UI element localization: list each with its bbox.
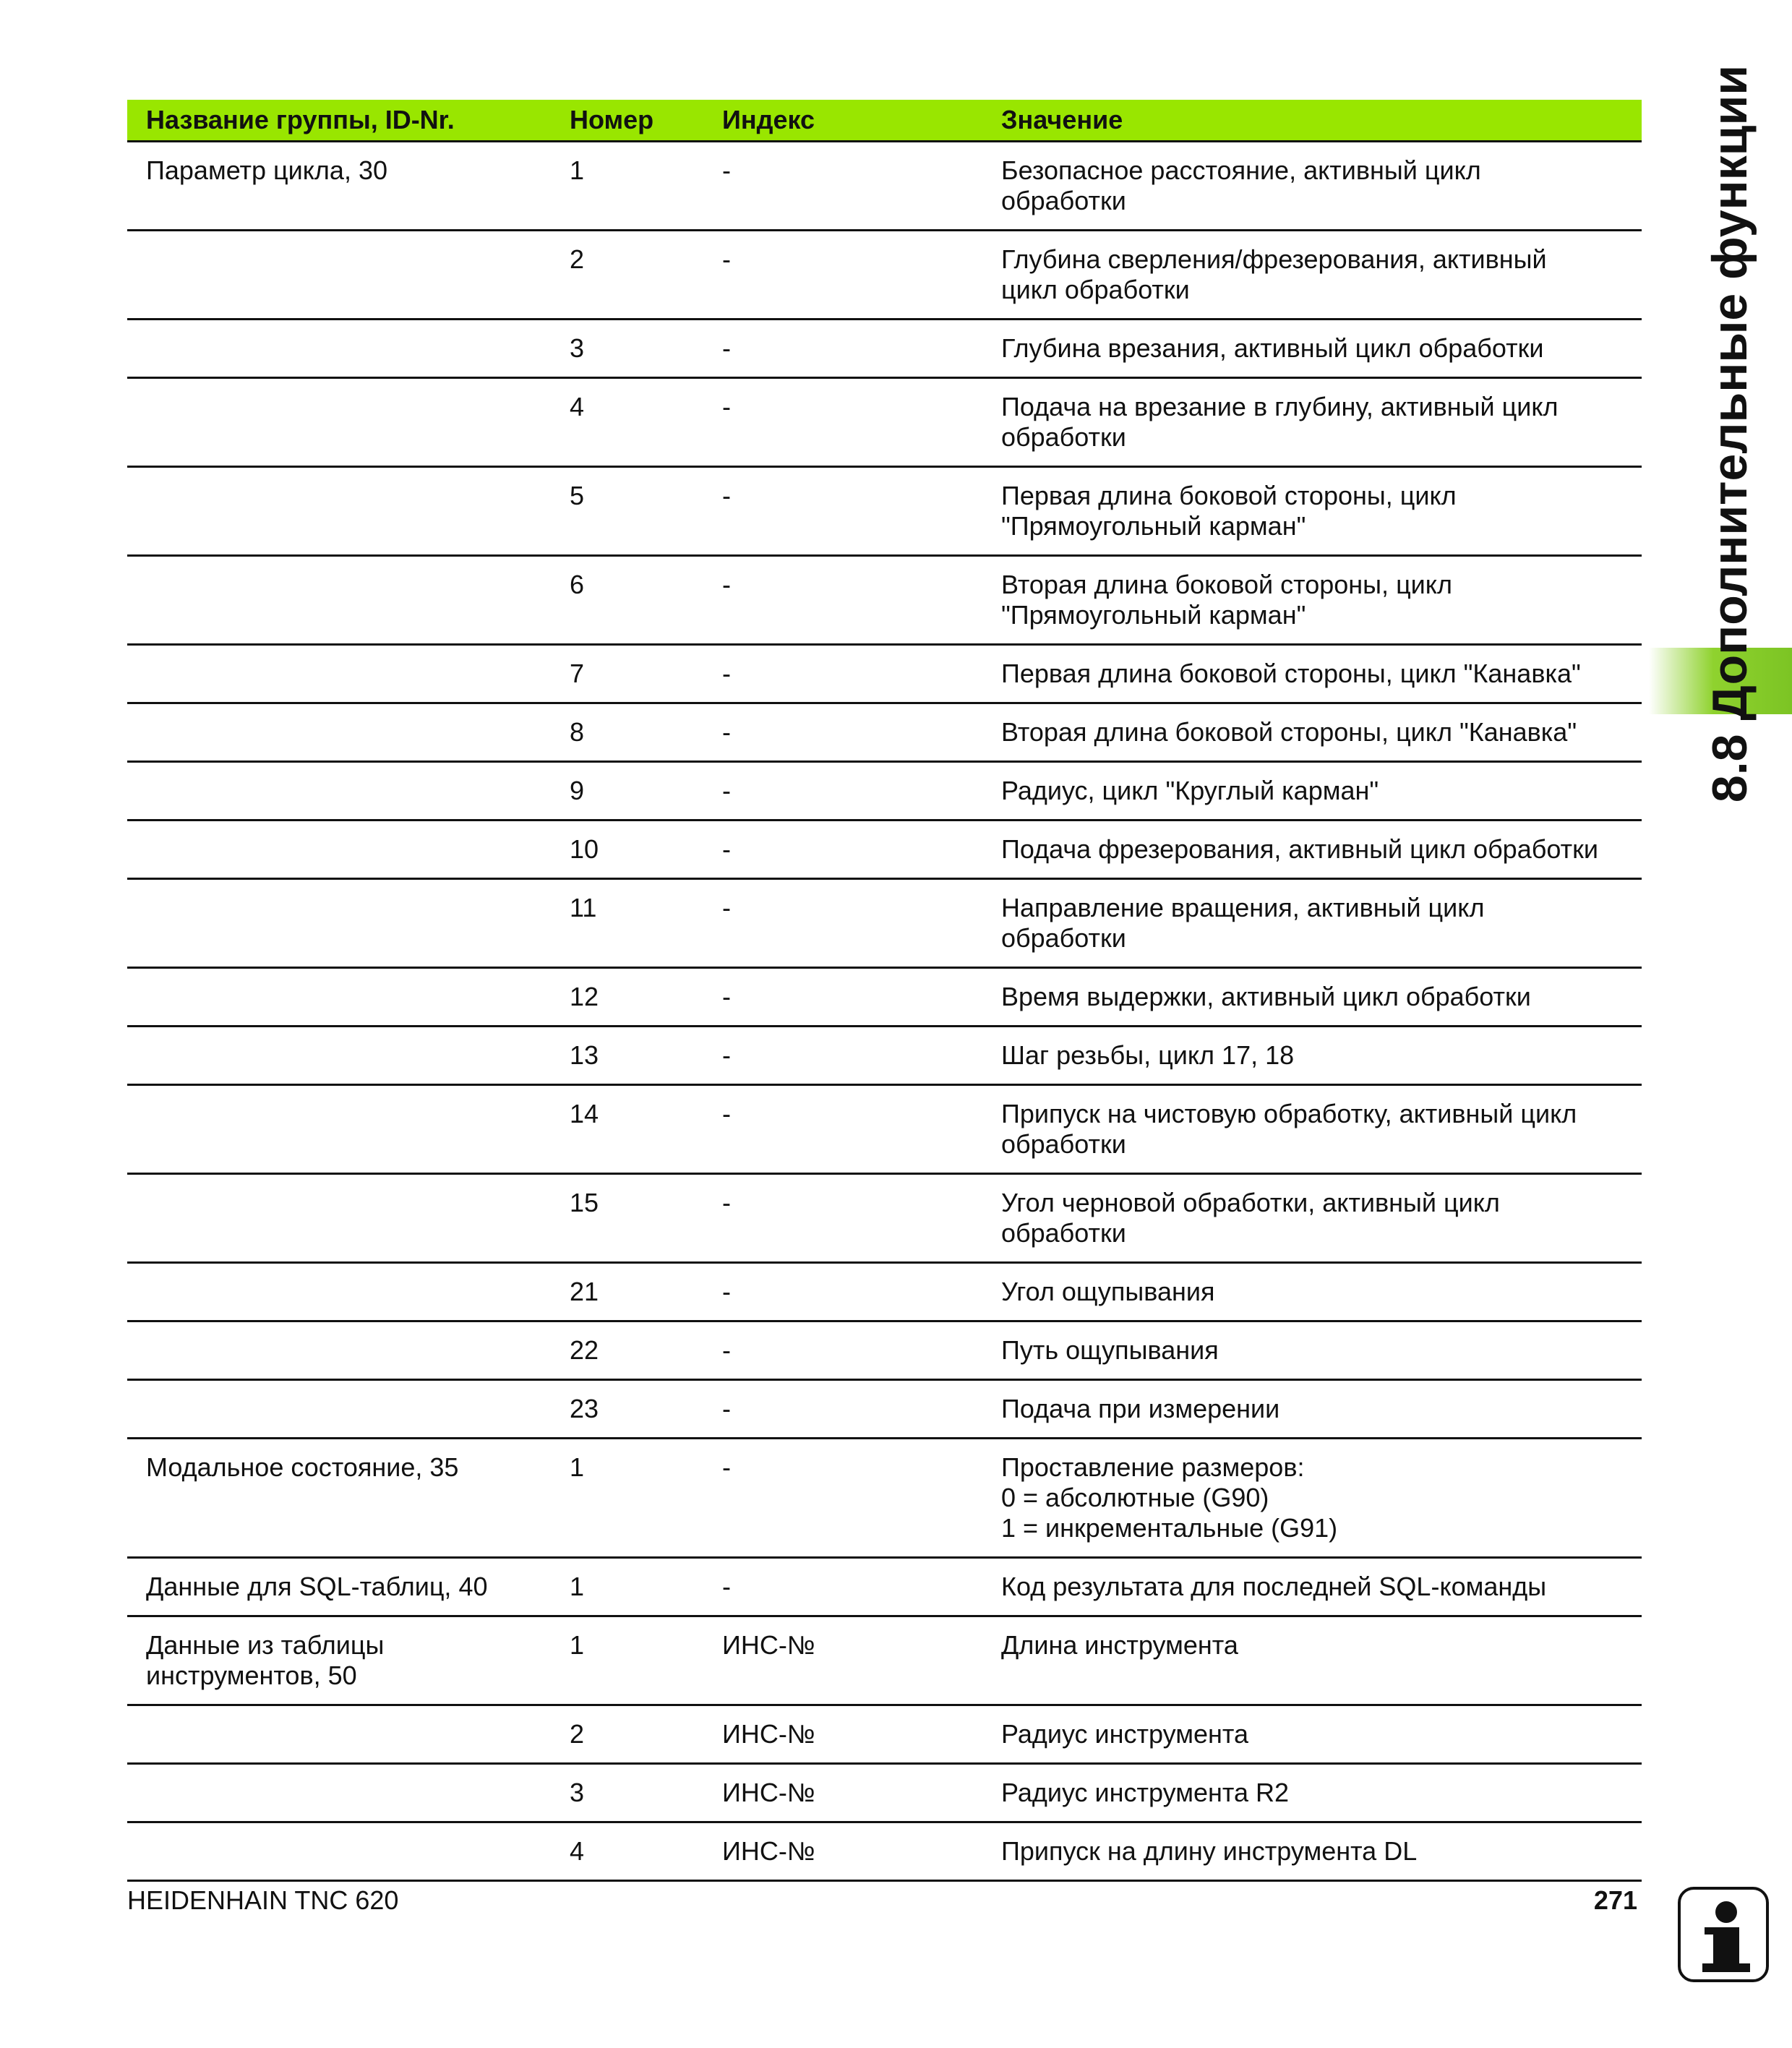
- table-row: [127, 1027, 1642, 1085]
- cell-group: [127, 1174, 555, 1263]
- cell-index: ИНС-№: [703, 1616, 995, 1705]
- cell-group: Данные для SQL-таблиц, 40: [127, 1558, 555, 1616]
- cell-group: [127, 879, 555, 968]
- cell-index: -: [703, 968, 995, 1027]
- footer-product-name: HEIDENHAIN TNC 620: [127, 1885, 399, 1915]
- cell-index: -: [703, 378, 995, 467]
- cell-index: -: [703, 1174, 995, 1263]
- cell-group: [127, 1263, 555, 1321]
- table-row: [127, 703, 1642, 762]
- info-icon-dot: [1715, 1901, 1737, 1923]
- cell-value: Направление вращения, активный цикл обработки: [995, 879, 1642, 968]
- cell-index: -: [703, 645, 995, 703]
- table-row: [127, 762, 1642, 821]
- cell-value: Вторая длина боковой стороны, цикл "Канавка": [995, 703, 1642, 762]
- cell-number: 11: [555, 879, 703, 968]
- table-row: [127, 231, 1642, 320]
- cell-number: 4: [555, 378, 703, 467]
- cell-group: [127, 1027, 555, 1085]
- cell-number: 1: [555, 1439, 703, 1558]
- cell-group: [127, 1822, 555, 1881]
- cell-group: [127, 378, 555, 467]
- cell-index: -: [703, 1085, 995, 1174]
- table-row: [127, 556, 1642, 645]
- cell-number: 2: [555, 1705, 703, 1764]
- table-row: [127, 821, 1642, 879]
- header-number: Номер: [555, 100, 703, 142]
- cell-group: [127, 1321, 555, 1380]
- cell-group: [127, 556, 555, 645]
- chapter-title-text: 8.8 Дополнительные функции: [1702, 64, 1757, 803]
- table-row: [127, 1558, 1642, 1616]
- cell-group: Параметр цикла, 30: [127, 142, 555, 231]
- cell-number: 9: [555, 762, 703, 821]
- table-row: [127, 378, 1642, 467]
- cell-index: -: [703, 231, 995, 320]
- table-row: [127, 1321, 1642, 1380]
- info-icon: [1678, 1887, 1769, 1982]
- cell-group: [127, 762, 555, 821]
- cell-value: Путь ощупывания: [995, 1321, 1642, 1380]
- cell-group: [127, 1085, 555, 1174]
- cell-index: -: [703, 556, 995, 645]
- cell-value: Припуск на длину инструмента DL: [995, 1822, 1642, 1881]
- table-row: [127, 1085, 1642, 1174]
- cell-index: -: [703, 1027, 995, 1085]
- cell-index: -: [703, 1380, 995, 1439]
- cell-number: 7: [555, 645, 703, 703]
- cell-index: -: [703, 1558, 995, 1616]
- cell-value: Время выдержки, активный цикл обработки: [995, 968, 1642, 1027]
- cell-number: 13: [555, 1027, 703, 1085]
- table-row: [127, 1263, 1642, 1321]
- cell-group: [127, 467, 555, 556]
- table-row: [127, 142, 1642, 231]
- cell-index: -: [703, 703, 995, 762]
- cell-group: Данные из таблицы инструментов, 50: [127, 1616, 555, 1705]
- table-row: [127, 1616, 1642, 1705]
- cell-index: -: [703, 821, 995, 879]
- cell-number: 15: [555, 1174, 703, 1263]
- header-group: Название группы, ID-Nr.: [127, 100, 555, 142]
- cell-value: Угол черновой обработки, активный цикл обработки: [995, 1174, 1642, 1263]
- cell-group: [127, 968, 555, 1027]
- cell-index: ИНС-№: [703, 1822, 995, 1881]
- cell-number: 1: [555, 142, 703, 231]
- header-index: Индекс: [703, 100, 995, 142]
- cell-number: 1: [555, 1616, 703, 1705]
- cell-value: Код результата для последней SQL-команды: [995, 1558, 1642, 1616]
- cell-value: Радиус инструмента R2: [995, 1764, 1642, 1822]
- table-row: [127, 1174, 1642, 1263]
- cell-number: 2: [555, 231, 703, 320]
- cell-value: Подача при измерении: [995, 1380, 1642, 1439]
- cell-number: 21: [555, 1263, 703, 1321]
- cell-number: 1: [555, 1558, 703, 1616]
- cell-value: Глубина сверления/фрезерования, активный цикл обработки: [995, 231, 1642, 320]
- cell-group: [127, 821, 555, 879]
- table-row: [127, 1705, 1642, 1764]
- cell-group: Модальное состояние, 35: [127, 1439, 555, 1558]
- cell-value: Подача фрезерования, активный цикл обработки: [995, 821, 1642, 879]
- cell-number: 8: [555, 703, 703, 762]
- cell-number: 14: [555, 1085, 703, 1174]
- cell-index: -: [703, 320, 995, 378]
- cell-group: [127, 1764, 555, 1822]
- cell-number: 3: [555, 1764, 703, 1822]
- cell-number: 6: [555, 556, 703, 645]
- cell-number: 10: [555, 821, 703, 879]
- cell-number: 12: [555, 968, 703, 1027]
- cell-index: -: [703, 1321, 995, 1380]
- table-row: [127, 467, 1642, 556]
- cell-value: Длина инструмента: [995, 1616, 1642, 1705]
- table-row: [127, 1764, 1642, 1822]
- table-row: [127, 320, 1642, 378]
- header-value: Значение: [995, 100, 1642, 142]
- cell-group: [127, 645, 555, 703]
- cell-value: Проставление размеров: 0 = абсолютные (G90) 1 = инкрементальные (G91): [995, 1439, 1642, 1558]
- cell-number: 22: [555, 1321, 703, 1380]
- info-icon-stem: [1713, 1927, 1739, 1968]
- cell-value: Первая длина боковой стороны, цикл "Прямоугольный карман": [995, 467, 1642, 556]
- cell-value: Припуск на чистовую обработку, активный цикл обработки: [995, 1085, 1642, 1174]
- cell-index: -: [703, 467, 995, 556]
- table-row: [127, 645, 1642, 703]
- footer-page-number: 271: [1593, 1885, 1637, 1915]
- cell-value: Радиус, цикл "Круглый карман": [995, 762, 1642, 821]
- cell-number: 5: [555, 467, 703, 556]
- cell-value: Безопасное расстояние, активный цикл обработки: [995, 142, 1642, 231]
- table-row: [127, 968, 1642, 1027]
- cell-number: 23: [555, 1380, 703, 1439]
- cell-index: -: [703, 762, 995, 821]
- info-icon-serif-bottom: [1702, 1963, 1750, 1972]
- table-row: [127, 1822, 1642, 1881]
- cell-value: Первая длина боковой стороны, цикл "Канавка": [995, 645, 1642, 703]
- cell-value: Подача на врезание в глубину, активный цикл обработки: [995, 378, 1642, 467]
- cell-group: [127, 703, 555, 762]
- cell-group: [127, 1380, 555, 1439]
- cell-value: Радиус инструмента: [995, 1705, 1642, 1764]
- cell-index: -: [703, 879, 995, 968]
- cell-index: -: [703, 1439, 995, 1558]
- cell-number: 3: [555, 320, 703, 378]
- cell-group: [127, 320, 555, 378]
- cell-value: Вторая длина боковой стороны, цикл "Прямоугольный карман": [995, 556, 1642, 645]
- cell-group: [127, 231, 555, 320]
- cell-group: [127, 1705, 555, 1764]
- cell-number: 4: [555, 1822, 703, 1881]
- cell-index: -: [703, 1263, 995, 1321]
- table-row: [127, 879, 1642, 968]
- cell-index: ИНС-№: [703, 1764, 995, 1822]
- cell-value: Глубина врезания, активный цикл обработки: [995, 320, 1642, 378]
- table-header-row: [127, 100, 1642, 142]
- cell-value: Шаг резьбы, цикл 17, 18: [995, 1027, 1642, 1085]
- parameter-table: [127, 100, 1642, 1882]
- table-row: [127, 1380, 1642, 1439]
- cell-index: -: [703, 142, 995, 231]
- cell-value: Угол ощупывания: [995, 1263, 1642, 1321]
- cell-index: ИНС-№: [703, 1705, 995, 1764]
- table-row: [127, 1439, 1642, 1558]
